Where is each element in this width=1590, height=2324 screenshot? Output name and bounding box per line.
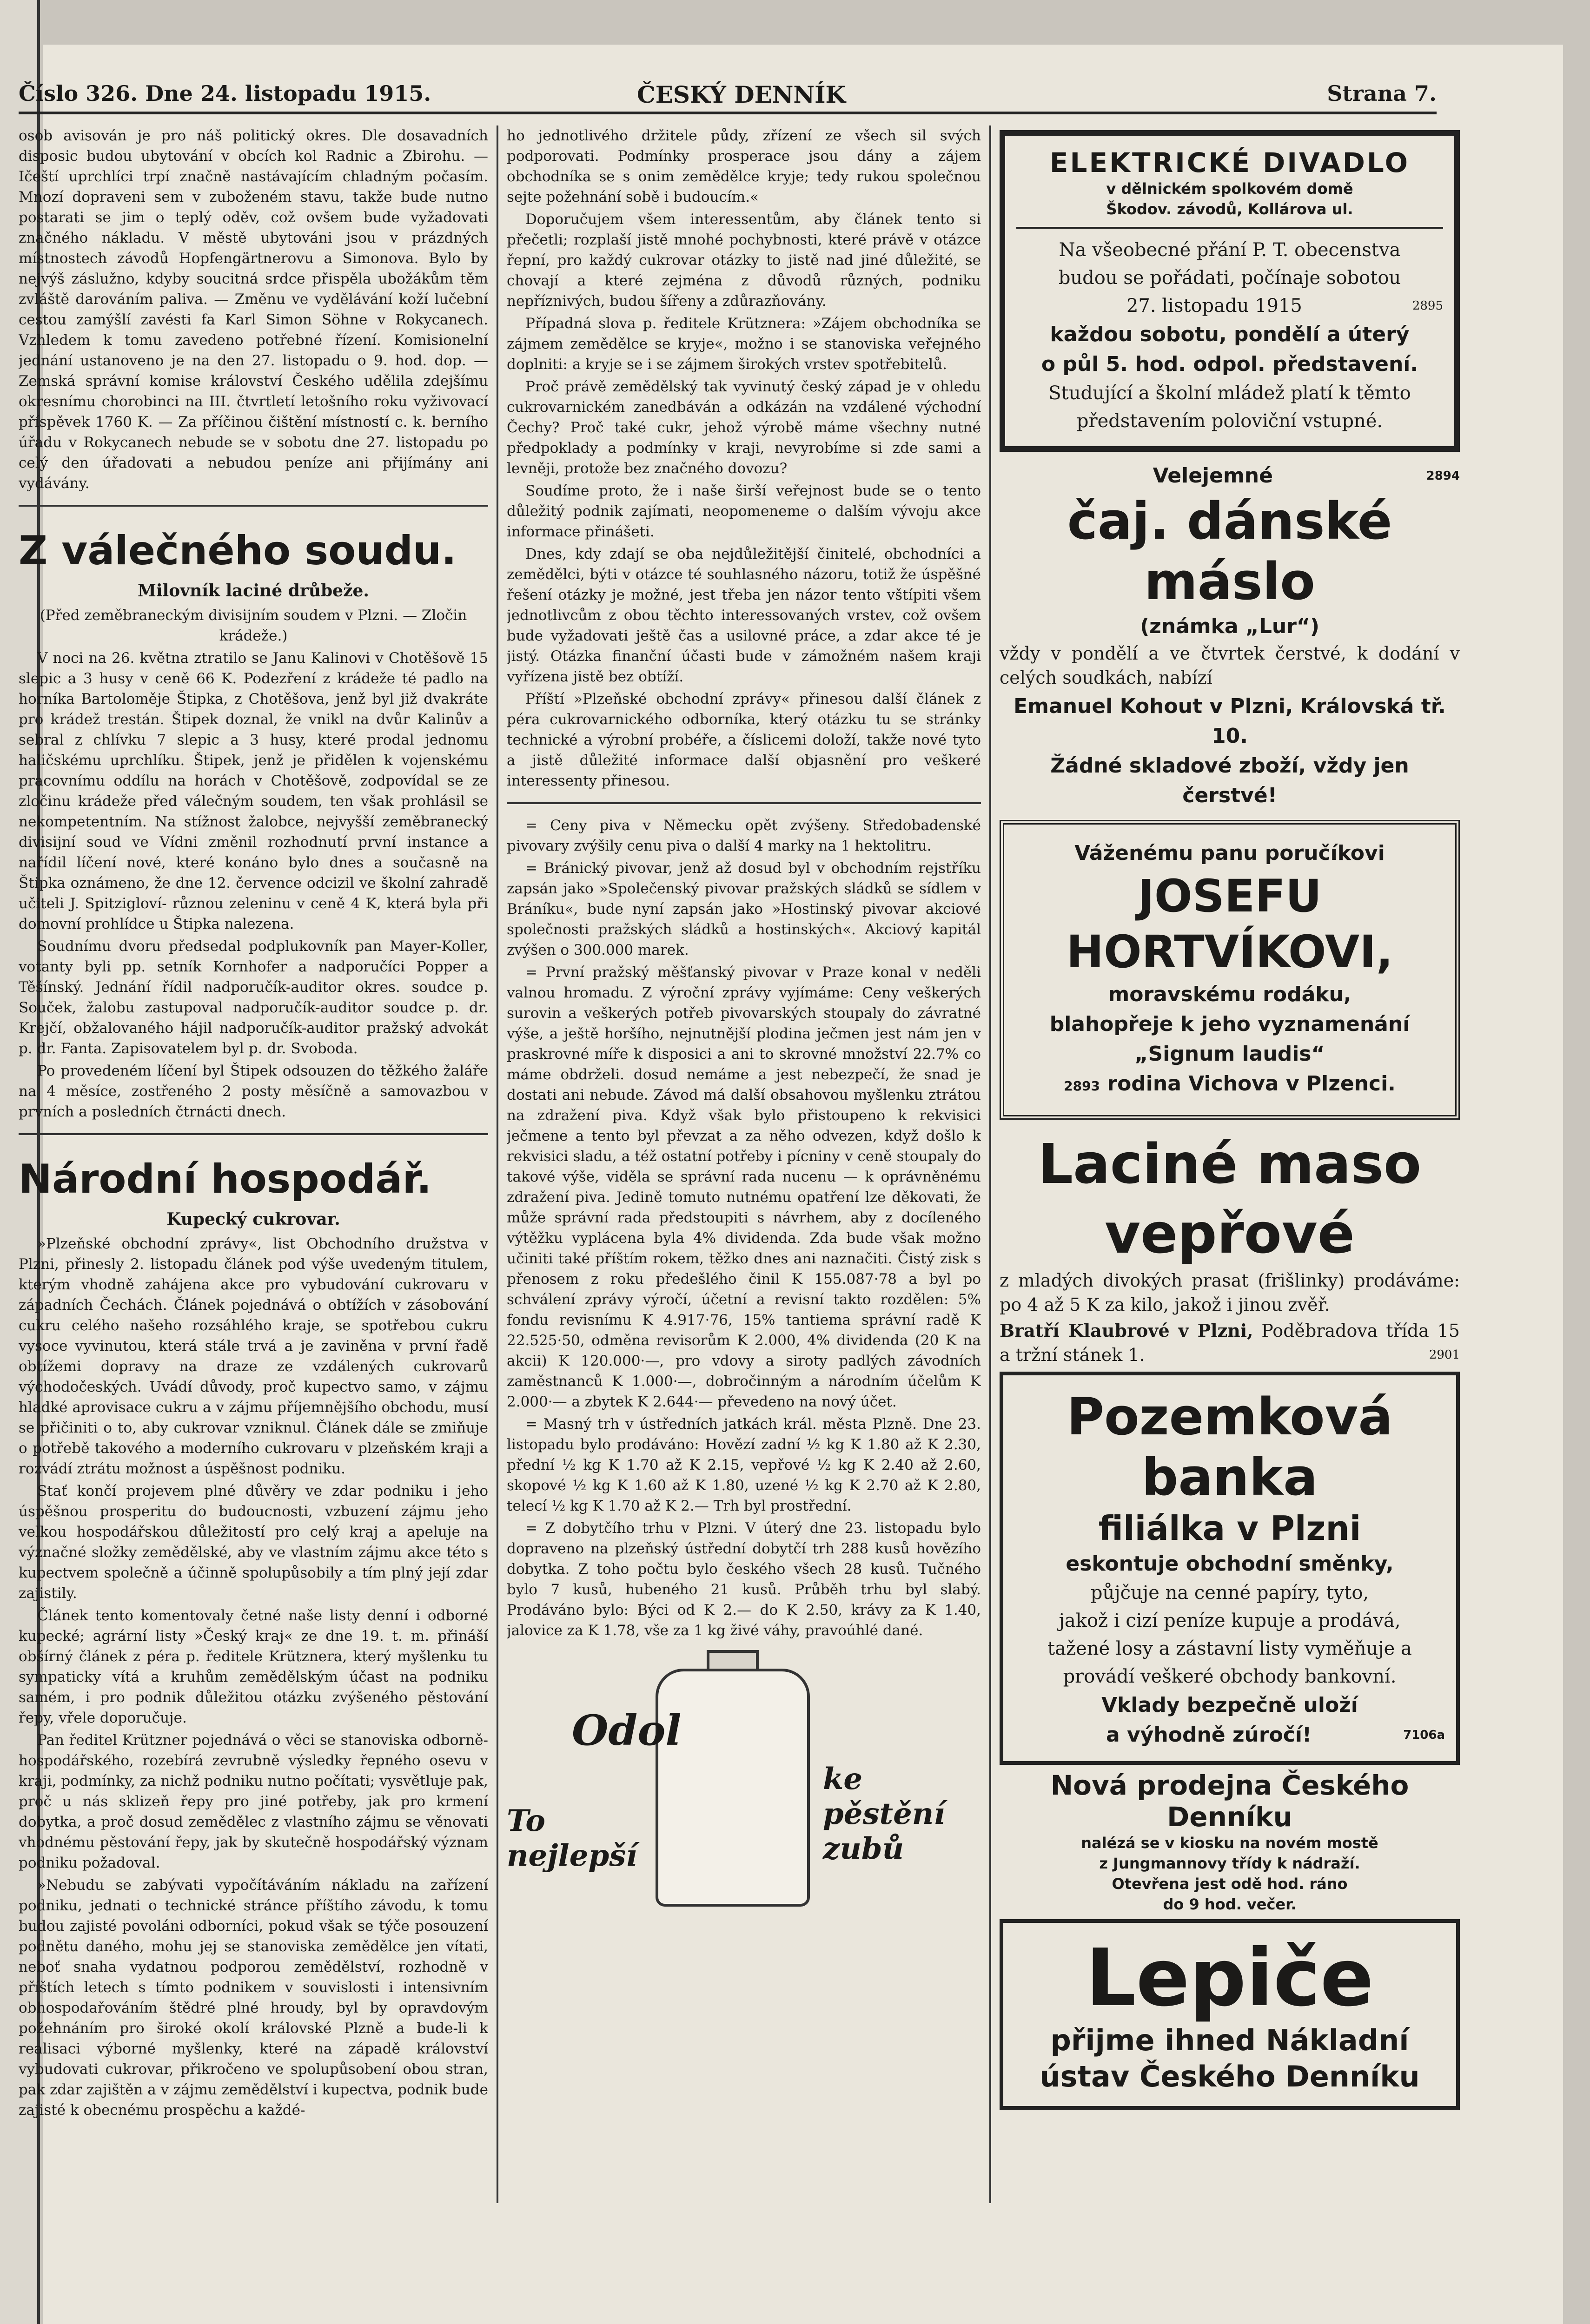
ad-title: Lepiče [1086,1932,1374,2024]
ad-code: 2901 [1429,1348,1460,1362]
odol-slogan-left: To nejlepší [507,1803,637,1873]
article-paragraph: Soudnímu dvoru předsedal podplukovník pan Mayer-Koller, votanty byli pp. setník Kornhofer a nadporučíci Popper a Těšínský. Jednání řídil nadporučík-auditor okres. soudce p. Souček, žalobu zastupoval nadporučík-auditor soudce p. dr. Krejčí, obžalovaného hájil nadporučík-auditor pražský advokát p. dr. Fanta. Zapisovatelem byl p. dr. Svoboda. [19,938,488,1057]
ad-code: 2894 [1426,469,1460,483]
ad-code: 2895 [1412,299,1443,313]
news-item: = První pražský měšťanský pivovar v Praze konal v neděli valnou hromadu. Z výroční zprávy vyjímáme: Ceny veškerých surovin a veškerých potřeb pivovarských stoupaly do závratné výše, a ještě horšího, nejnutnější plodina ječmen jest nám jen v praskrovné míře k disposici a ani to skrovné množství 22.7% co máme obdrželi. dosud nemáme a jest nebezpečí, že snad je dostati ani nebude. Závod má další obsahovou myšlenku ztrátou na zdražení piva. Když však bylo přistoupeno k rekvisici ječmene a tento byl převzat a za něho odvezen, když došlo k rekvisici sladu, a též ostatní potřeby i pícniny v ceně stoupaly do takové výše, viděla se správní rada nucenu — k oprávněnému zdražení piva. Jedině tomuto nutnému opatření lze děkovati, že může správní rada předstoupiti s návrhem, aby z docíleného výtěžku vyplácena byla 4% dividenda. Zda bude však možno učiniti také příštím rokem, těžko dnes ani naznačiti. Čistý zisk s přenosem z roku předešlého činil K 155.087·78 a byl po schválení zprávy výročí, účetní a revisní takto rozdělen: 5% fondu revisnímu K 4.917·76, 15% tantiema správní radě K 22.525·50, odměna revisorům K 2.000, 4% dividenda (20 K na akcii) K 120.000·—, pro vdovy a siroty padlých závodních zaměstnanců K 1.000·—, dobročinným a národním účelům K 2.000·— a zbytek K 2.644·— převedeno na nový účet. [507,964,981,1410]
article-paragraph: ho jednotlivého držitele půdy, zřízení ze všech sil svých podporovati. Podmínky prosperace jsou dány a zájem obchodníka se s onim zemědělce kryje; tedy rukou společnou sejte požehnání sobě i budoucím.« [507,127,981,205]
ad-title: ELEKTRICKÉ DIVADLO [1049,147,1410,178]
regional-news: osob avisován je pro náš politický okres. Dle dosavadních disposic budou ubytování v obcích kol Radnic a Zbirohu. — Ičeští uprchlíci trpí značně nastávajícím chladným počasím. Mnozí dopraveni sem v zuboženém stavu, takže bude nutno postarati se jim o teplý oděv, což ovšem bude vyžadovati značného nákladu. V městě ubytováni jsou v prázdných místnostech závodů Hopfengärtnerovu a Simonova. Bylo by nejvýš záslužno, kdyby soucitná srdce přispěla ubožákům těm zvláště darováním paliva. — Změnu ve vydělávání koží lučební cestou zamýšlí zavésti fa Karl Simon Söhne v Rokycanech. Vzhledem k tomu zavedeno potřebné řízení. Komisionelní jednání ustanoveno je na den 27. listopadu o 9. hod. dop. — Zemská správní komise království Českého udělila zdejšímu okresnímu chorobinci na III. čtvrtletí letošního roku vyživovací příspěvek 1760 K. — Za příčinou čištění místností c. k. berního úřadu v Rokycanech nebude se v sobotu dne 27. listopadu po celý den úřadovati a nebudou peníze ani přijímány ani vydávány. [19,127,488,492]
news-item: = Masný trh v ústředních jatkách král. města Plzně. Dne 23. listopadu bylo prodáváno: Hovězí zadní ½ kg K 1.80 až K 2.30, přední ½ kg K 1.70 až K 2.15, vepřové ½ kg K 2.40 až 2.60, skopové ½ kg K 1.60 až K 1.80, uzené ½ kg K 2.70 až K 2.80, telecí ½ kg K 1.70 až K 2.— Trh byl prostřední. [507,1416,981,1514]
ad-subtitle: Škodov. závodů, Kollárova ul. [1106,200,1353,218]
article-paragraph: Proč právě zemědělský tak vyvinutý český západ je v ohledu cukrovarnickém zanedbáván a odkázán na vzdálené východní Čechy? Proč také cukr, jehož výrobě máme všechny nutné předpoklady a podmínky v kraji, nevyrobíme si zde sami a levněji, protože bez značného dovozu? [507,378,981,477]
ad-line: z Jungmannovy třídy k nádraží. [1099,1855,1360,1872]
ad-title: Nová prodejna Českého Denníku [1050,1769,1409,1833]
section-heading-economy: Národní hospodář. [19,1156,432,1202]
ad-subtitle: filiálka v Plzni [1098,1509,1361,1548]
ad-line: blahopřeje k jeho vyznamenání [1049,1012,1410,1036]
ad-line: budou se pořádati, počínaje sobotou [1058,267,1401,289]
article-title: Kupecký cukrovar. [166,1209,340,1229]
ad-line: do 9 hod. večer. [1163,1895,1297,1913]
shop-advertisement [1000,1769,1460,1915]
ad-line: Studující a školní mládež platí k těmto [1048,383,1411,404]
article-paragraph: Doporučujem všem interessentům, aby článek tento si přečetli; rozplaší jistě mnohé pochybnosti, které právě v otázce řepní, pro každý cukrovar otázky to jistě nad jiné důležité, se chovají a které zejména z důvodů různých, podniku nepříznivých, budou šířeny a zdůrazňovány. [507,211,981,310]
column-1 [19,125,488,2203]
ad-line-bold: každou sobotu, pondělí a úterý [1050,323,1410,346]
ad-line: a výhodně zúročí! [1106,1723,1312,1747]
divider [1016,227,1443,229]
article-paragraph: Příští »Plzeňské obchodní zprávy« přinesou další článek z péra cukrovarnického odborníka, který otázku tu se stránky technické a výrobní probéře, a číslicemi doloží, takže nové tyto a jistě důležité informace další objasnění pro veškeré interessenty přinesou. [507,691,981,789]
ad-code: 7106a [1403,1728,1445,1742]
article-subtitle: (Před zeměbraneckým divisijním soudem v Plzni. — Zločin krádeže.) [40,607,467,644]
ad-line: představením poloviční vstupné. [1076,410,1383,432]
page-number: Strana 7. [1327,81,1437,106]
newspaper-title: ČESKÝ DENNÍK [637,81,846,108]
ad-shop: Bratří Klaubrové v Plzni, [1000,1320,1253,1341]
ad-text: vždy v pondělí a ve čtvrtek čerstvé, k dodání v celých soudkách, nabízí [1000,643,1460,688]
ad-line: Na všeobecné přání P. T. obecenstva [1059,239,1401,261]
article-paragraph: Stať končí projevem plné důvěry ve zdar podniku i jeho úspěšnou prosperitu do budoucnosti, vzbuzení zájmu jeho velkou hospodářskou důležitostí pro celý kraj a apeluje na význačné složky zemědělské, aby ve vlastním zájmu akce této s kupectvem společně a účinně spolupůsobily a tím plný její zdar zajistily. [19,1483,488,1602]
article-paragraph: »Nebudu se zabývati vypočítáváním nákladu na zařízení podniku, jednati o technické stránce příštího závodu, k tomu budou zajisté povoláni odborníci, pokud však se týče posouzení podnětu daného, mohu jej se stanoviska zemědělce jen vítati, neboť snaha vydatnou podporou zemědělství, rozhodně v příštích letech s tímto podnikem v souvislosti i intensivním obhospodařováním štědré plné hroudy, byl by opravdovým požehnáním pro široké okolí královské Plzně a bude-li k realisaci výborné myšlenky, které na západě království vybudovati cukrovar, přikročeno ve spolupůsobení obou stran, pak zdar zajištěn a v zájmu zemědělství i kupectva, podnik bude zajisté k obecnému prospěchu a každé- [19,1877,488,2119]
pork-advertisement [1000,1129,1460,1367]
article-paragraph: Článek tento komentovaly četné naše listy denní i odborné kupecké; agrární listy »Český kraj« ze dne 19. t. m. přináší obšírný článek z péra p. ředitele Krütznera, který myšlenku tu sympaticky vítá a kruhům zemědělským účast na podniku samém, i pro podnik důležitou otázku zvýšeného pěstování řepy, vřele doporučuje. [19,1607,488,1726]
bottle-icon [656,1669,810,1907]
article-title: Milovník laciné drůbeže. [138,581,369,601]
article-paragraph: V noci na 26. května ztratilo se Janu Kalinovi v Chotěšově 15 slepic a 3 husy v ceně 66 K. Podezření z krádeže té padlo na horníka Bartoloměje Štipka, z Chotěšova, jenž byl již dvakráte pro krádež trestán. Štipek doznal, že vnikl na dvůr Kalinův a sebral z chlívku 7 slepic a 3 husy, které prodal jednomu haličskému uprchlíku. Štipek, jenž je přidělen k vojenskému pracovnímu oddílu na horách v Chotěšově, zodpovídal se ze zločinu krádeže před válečným soudem, ten však prohlásil se nekompetentním. Na stížnost žalobce, nejvyšší zeměbranecký divisijní soud ve Vídni změnil rozhodnutí první instance a nařídil líčení nové, které konáno bylo dnes a současně na Štipka oznámeno, že dne 12. července odcizil ve školní zahradě učiteli J. Spitzigloví- různou zeleninu v ceně 4 K, která byla při domovní prohlídce u Štipka nalezena. [19,650,488,932]
page-header [19,74,1437,114]
divider [507,802,981,804]
ad-line: Váženému panu poručíkovi [1074,841,1385,865]
news-item: = Z dobytčího trhu v Plzni. V úterý dne 23. listopadu bylo dopraveno na plzeňský ústřední dobytčí trh 288 kusů hovězího dobytka. Z toho počtu bylo českého všech 28 kusů. Tučného bylo 7 kusů, hubeného 21 kusů. Průběh trhu byl slabý. Prodáváno bylo: Býci od K 2.— do K 2.50, krávy za K 1.40, jalovice za K 1.78, vše za 1 kg živé váhy, pravoúhlé dané. [507,1520,981,1639]
ad-signature: rodina Vichova v Plzenci. [1107,1072,1396,1096]
odol-slogan-right: ke pěstění zubů [823,1762,945,1866]
ad-line: tažené losy a zástavní listy vyměňuje a provádí veškeré obchody bankovní. [1047,1638,1412,1687]
ad-line: 27. listopadu 1915 [1126,295,1302,317]
ad-line: ústav Českého Denníku [1040,2060,1420,2093]
ad-brand: (známka „Lur“) [1140,614,1319,638]
congratulation-advertisement [1000,820,1460,1120]
section-heading-court: Z válečného soudu. [19,528,457,574]
column-2 [507,125,981,2203]
ad-line: Vklady bezpečně uloží [1101,1693,1358,1717]
article-paragraph: »Plzeňské obchodní zprávy«, list Obchodního družstva v Plzni, přinesly 2. listopadu článek pod výše uvedeným titulem, kterým vhodně zahájena akce pro vybudování cukrovaru v západních Čechách. Článek pojednává o obtížích v zásobování cukru celého našeho rozsáhlého kraje, se spotřebou cukru vysoce vyvinutou, která stále trvá a je zaviněna v první řadě obtížemi dopravy na draze ze vzdálených cukrovarů východočeských. Uvádí důvody, proč kupectvo samo, v zájmu hladké aprovisace cukru a v zájmu příjemnějšího obchodu, musí se přičiniti o to, aby cukrovar vzniknul. Článek dále se zmiňuje o potřebě takového a moderního cukrovaru v plzeňském kraji a rozvádí ztrátu možnost a úspěšnost podniku. [19,1235,488,1477]
ad-title: čaj. dánské máslo [1067,491,1392,611]
column-rule [497,125,498,2203]
ad-name: JOSEFU HORTVÍKOVI, [1066,870,1393,978]
ad-code: 2893 [1064,1078,1100,1094]
ad-line: Velejemné [1153,464,1273,488]
ad-line: eskontuje obchodní směnky, [1066,1552,1394,1576]
ad-subtitle: v dělnickém spolkovém domě [1106,180,1353,198]
ad-title: Laciné maso vepřové [1038,1132,1422,1266]
ad-line-bold: o půl 5. hod. odpol. představení. [1041,352,1418,376]
news-item: = Ceny piva v Německu opět zvýšeny. Středobadenské pivovary zvýšily cenu piva o další 4 marky na 1 hektolitru. [507,817,981,854]
odol-brand: Odol [572,1706,682,1755]
ad-line: půjčuje na cenné papíry, tyto, [1090,1582,1369,1604]
article-paragraph: Soudíme proto, že i naše širší veřejnost bude se o tento důležitý podnik zajímati, neopomeneme o dalším vývoju akce informace přinášeti. [507,482,981,540]
ad-address: Poděbradova třída 15 a tržní stánek 1. [1000,1320,1460,1365]
divider [19,505,488,507]
article-paragraph: Dnes, kdy zdají se oba nejdůležitější činitelé, obchodníci a zemědělci, býti v otázce té souhlasného názoru, totiž že úspěšné řešení otázky je možné, jest třeba jen názor tento vštípiti všem jednotlivcům z obou těchto interessovaných vrstev, což ovšem bude vyžadovati ještě čas a usilovné práce, a zdar akce té je jistý. Otázka finanční účasti bude v zámožném našem kraji vyřízena jistě bez obtíží. [507,546,981,685]
ad-shop: Emanuel Kohout v Plzni, Královská tř. 10. [1014,694,1446,748]
ad-line: jakož i cizí peníze kupuje a prodává, [1059,1610,1401,1631]
ad-line: moravskému rodáku, [1108,983,1352,1006]
issue-info: Číslo 326. Dne 24. listopadu 1915. [19,81,431,106]
divider [19,1133,488,1135]
column-3 [1000,125,1460,2203]
ad-line: Otevřena jest odě hod. ráno [1112,1875,1348,1893]
article-paragraph: Případná slova p. ředitele Krütznera: »Zájem obchodníka se zájmem zemědělce se kryje«, možno i se stanoviska veřejného doplniti: a kryje se i se zájmem širokých vrstev spotřebitelů. [507,315,981,373]
cinema-advertisement [1000,130,1460,452]
bank-advertisement [1000,1372,1460,1765]
butter-advertisement [1000,461,1460,811]
article-paragraph: Po provedeném líčení byl Štipek odsouzen do těžkého žaláře na 4 měsíce, zostřeného 2 posty měsíčně a samovazbou v prvních a posledních čtrnácti dnech. [19,1063,488,1120]
odol-advertisement [507,1650,981,1910]
jobs-advertisement [1000,1919,1460,2110]
column-rule [989,125,991,2203]
ad-text: z mladých divokých prasat (frišlinky) prodáváme: po 4 až 5 K za kilo, jakož i jinou zvěř. [1000,1270,1460,1315]
ad-line: „Signum laudis“ [1134,1042,1325,1066]
ad-line: nalézá se v kiosku na novém mostě [1081,1834,1378,1852]
news-item: = Bránický pivovar, jenž až dosud byl v obchodním rejstříku zapsán jako »Společenský pivovar pražských sládků se sídlem v Bráníku«, bude nyní zapsán jako »Hostinský pivovar akciové společnosti pražských sládků a hostinských«. Akciový kapitál zvýšen o 300.000 marek. [507,860,981,958]
ad-title: Pozemková banka [1067,1387,1393,1507]
ad-footer: Žádné skladové zboží, vždy jen čerstvé! [1050,754,1409,807]
ad-line: přijme ihned Nákladní [1050,2023,1409,2057]
article-paragraph: Pan ředitel Krützner pojednává o věci se stanoviska odborně-hospodářského, rozebírá zevrubně výsledky řepného osevu v kraji, podmínky, za nichž podniku nutno počítati; vysvětluje pak, proč u nás sklizeň řepy pro jiné potřeby, jak pro krmení dobytka, a proč dosud zemědělec z vlastního zájmu se věnovati vhodnému pěstování řepy, jak by skutečně hospodářský význam podniku požadoval. [19,1732,488,1871]
